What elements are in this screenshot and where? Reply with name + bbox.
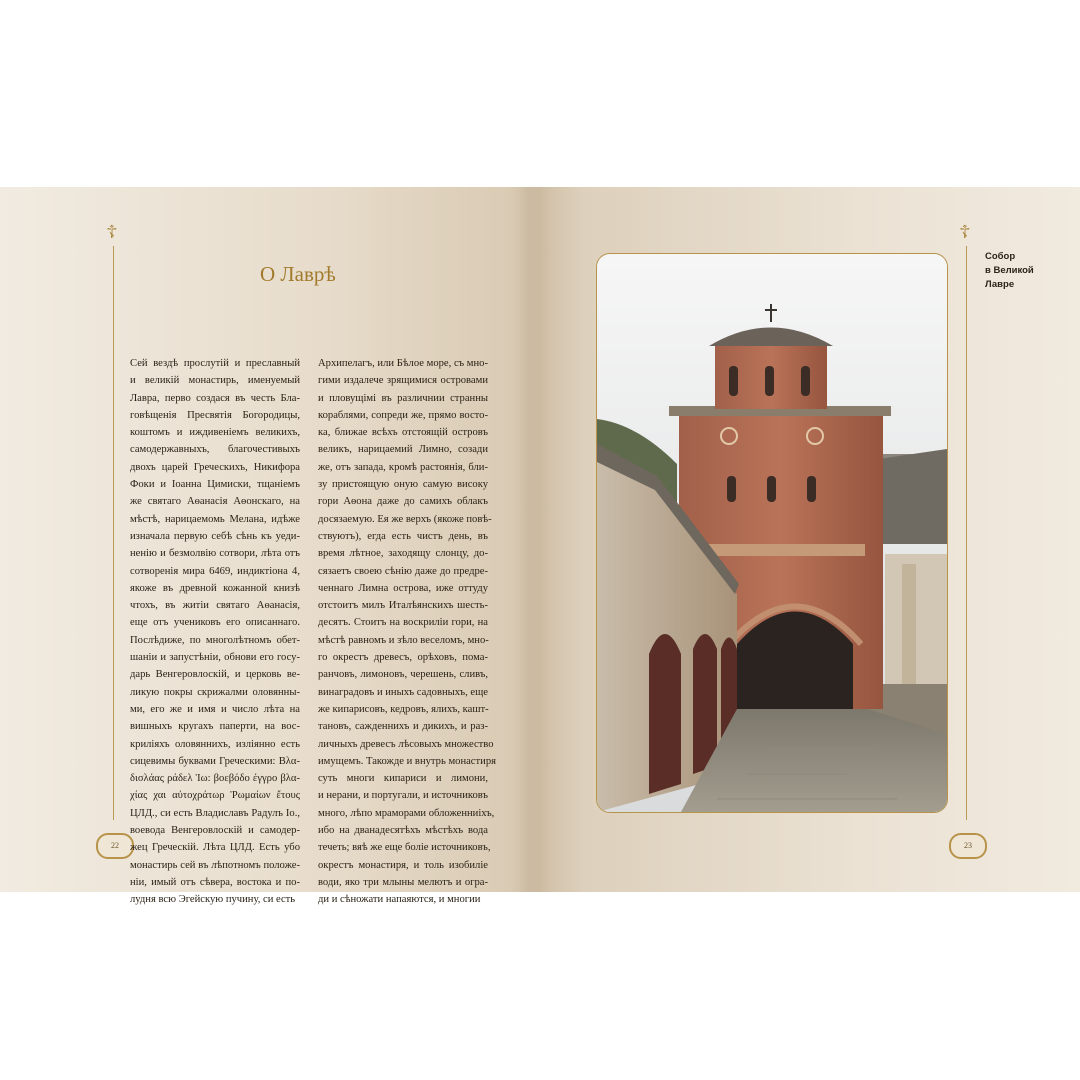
- text-line: отстоитъ милъ Италѣянскихъ шесть-: [318, 600, 488, 612]
- text-line: и нерани, и португали, и источниковъ: [318, 790, 488, 802]
- text-line: ми, его же и имя и число лѣта на: [130, 703, 300, 715]
- text-line: Сей вездѣ прослутій и преславный: [130, 358, 300, 369]
- text-line: воевода Венгеровлоскій и самодер-: [130, 825, 300, 837]
- text-line: Послѣдиже, по многолѣтномъ обет-: [130, 634, 300, 646]
- text-line: время лѣтное, заходящу слонцу, до-: [318, 548, 488, 560]
- page-number-right-text: 23: [964, 841, 972, 850]
- text-line: ибо на дванадесятѣхъ мѣстѣхъ вода: [318, 825, 488, 837]
- monastery-photo: [596, 253, 948, 813]
- text-line: вишныхъ кругахъ паперти, на вос-: [130, 721, 300, 733]
- text-line: сицевимы буквами Греческими: Βλα-: [130, 755, 300, 767]
- text-line: досязаемую. Ея же верхъ (якоже повѣ-: [318, 513, 492, 525]
- text-line: Архипелагъ, или Бѣлое море, съ мно-: [318, 358, 488, 369]
- text-line: ненію и безмолвію сотвори, лѣта отъ: [130, 548, 300, 560]
- text-line: монастирь сей въ лѣпотномъ положе-: [130, 859, 300, 871]
- text-line: коштомъ и иждивеніемъ великихъ,: [130, 427, 300, 439]
- text-line: же святаго Аѳанасія Аѳонскаго, на: [130, 496, 300, 508]
- text-line: личныхъ древесъ лѣсовыхъ множество: [318, 738, 494, 750]
- text-line: лудня всю Эгейскую пучину, си есть: [130, 894, 296, 906]
- text-line: χίας χαι αὐτοχράτωρ Ῥωμαίων ἔτους: [130, 790, 300, 802]
- text-line: чтохъ, въ житіи святаго Аѳанасія,: [130, 600, 300, 612]
- text-line: гори Аѳона даже до самихъ облакъ: [318, 496, 488, 508]
- text-line: ченнаго Лимна острова, иже оттуду: [318, 582, 488, 594]
- text-line: мѣстѣ, нарицаемомь Мелана, идѣже: [130, 513, 300, 525]
- text-line: ди и сѣножати напаяются, и многии: [318, 894, 481, 906]
- cross-ornament-icon: ☦: [106, 222, 118, 243]
- text-line: шаніи и запустѣніи, обнови его госу-: [130, 652, 300, 664]
- text-line: и пловущімі въ различнии странны: [318, 392, 488, 404]
- text-line: самодержавныхъ, благочестивыхъ: [130, 444, 300, 456]
- text-line: говѣщенія Пресвятія Богородицы,: [130, 409, 300, 421]
- cross-ornament-icon: ☦: [959, 222, 971, 243]
- caption-line: Лавре: [985, 279, 1015, 290]
- text-line: води, яко три млыны мелютъ и огра-: [318, 876, 488, 888]
- photo-caption: [985, 250, 1065, 292]
- text-line: го окрестъ древесъ, орѣховъ, пома-: [318, 652, 488, 664]
- text-line: тановъ, сажденнихъ и дикихъ, и раз-: [318, 721, 488, 733]
- text-line: жец Греческій. Лѣта ЦЛД. Есть убо: [130, 842, 300, 854]
- text-line: сотворенія мира 6469, индиктіона 4,: [130, 565, 300, 577]
- text-line: десятъ. Стоитъ на воскриліи гори, на: [318, 617, 488, 629]
- text-line: ликую покры скрижалми оловянны-: [130, 686, 300, 698]
- text-line: мѣстѣ равномъ и зѣло веселомъ, мно-: [318, 634, 489, 646]
- text-line: еще отъ учениковъ его описаннаго.: [130, 617, 300, 629]
- page-number-left: [96, 833, 134, 859]
- page-number-right: [949, 833, 987, 859]
- text-line: же, отъ запада, кромѣ растоянія, бли-: [318, 461, 488, 473]
- page-number-left-text: 22: [111, 841, 119, 850]
- text-line: Фоки и Іоанна Цимиски, тщаніемъ: [130, 479, 300, 491]
- text-line: двохъ царей Греческихъ, Никифора: [130, 461, 300, 473]
- text-line: зу пристоящую оную самую високу: [318, 479, 488, 491]
- text-line: ка, ближае всѣхъ отстоящій островъ: [318, 427, 488, 439]
- text-line: суть многи кипариси и лимони,: [318, 773, 488, 785]
- text-line: течеть; вяѣ же еще боліе источниковъ,: [318, 842, 491, 854]
- text-line: дарь Венгеровлоскій, и церковь ве-: [130, 669, 300, 681]
- text-line: ЦЛД., си есть Владиславъ Радулъ Іо.,: [130, 807, 300, 819]
- text-column-2: [318, 355, 496, 909]
- text-line: Лавра, перво создася въ честь Бла-: [130, 392, 300, 404]
- text-line: кораблями, сопреди же, прямо восто-: [318, 409, 488, 421]
- text-line: много, лѣпо мраморами обложенниіхъ,: [318, 807, 495, 819]
- text-line: гими издалече зрящимися островами: [318, 375, 488, 387]
- left-margin-rule: [113, 246, 114, 820]
- text-line: великъ, нарицаемий Лимно, созади: [318, 444, 488, 456]
- text-line: сязаетъ своею сѣнію даже до предре-: [318, 565, 488, 577]
- page-title: О Лаврѣ: [260, 262, 336, 286]
- text-column-1: [130, 355, 300, 909]
- text-line: крилiяхъ оловяннихъ, изліянно есть: [130, 738, 300, 750]
- text-line: винаградовъ и иныхъ садовныхъ, еще: [318, 686, 488, 698]
- right-margin-rule: [966, 246, 967, 820]
- gutter-shadow: [510, 187, 550, 892]
- caption-line: в Великой: [985, 265, 1034, 276]
- caption-line: Собор: [985, 251, 1016, 262]
- text-line: изначала первую себѣ сѣнь къ уеди-: [130, 530, 300, 542]
- text-line: ніи, имый отъ сѣвера, востока и по-: [130, 876, 300, 888]
- text-line: же кипарисовъ, кедровъ, ялихъ, кашт-: [318, 703, 489, 715]
- text-line: ранчовъ, лимоновъ, черешень, сливъ,: [318, 669, 488, 681]
- text-line: якоже въ древной кожанной книзѣ: [130, 582, 300, 594]
- text-line: имущемъ. Такожде и внутрь монастиря: [318, 755, 496, 767]
- text-line: окрестъ монастиря, и толь изобиліе: [318, 859, 488, 871]
- text-line: и великій монастирь, именуемый: [130, 375, 300, 387]
- text-line: ствуютъ), егда есть чистъ день, въ: [318, 530, 488, 542]
- text-line: δισλάας ράδελ Ἰω: βοεβόδο έγγρο βλα-: [130, 773, 300, 785]
